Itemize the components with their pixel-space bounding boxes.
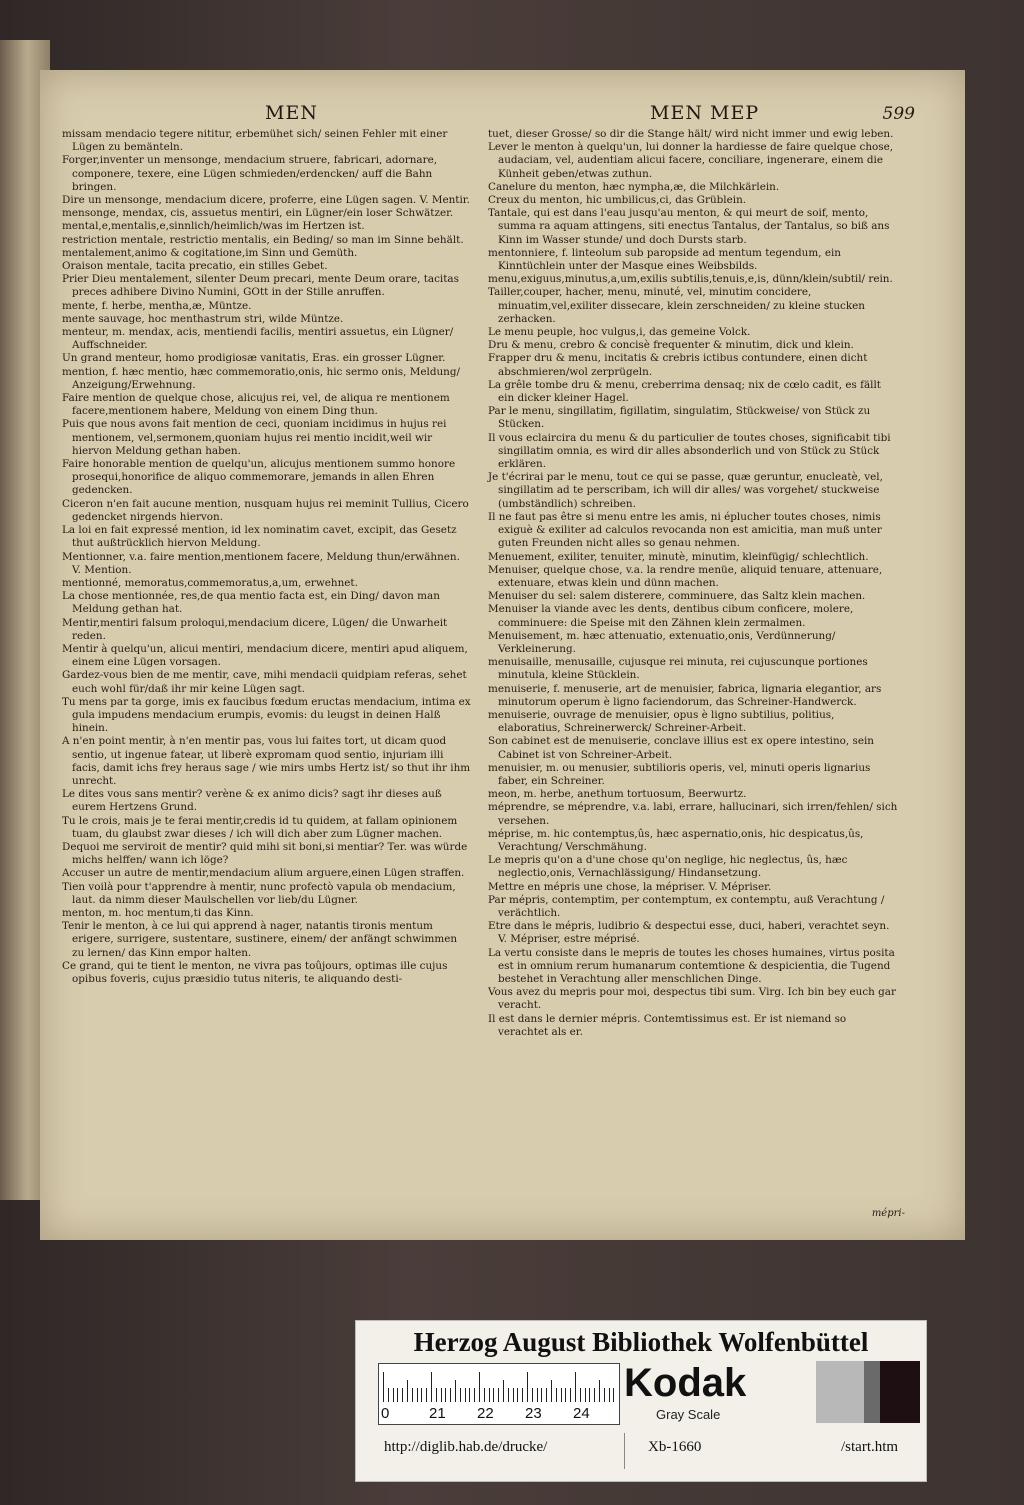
ruler-tick [431, 1372, 432, 1402]
dictionary-entry: tuet, dieser Grosse/ so dir die Stange hält/ wird nicht immer und ewig leben. [488, 128, 894, 140]
dictionary-entry: Ciceron n'en fait aucune mention, nusquam hujus rei meminit Tullius, Cicero gedencket nirgends hiervon. [62, 497, 469, 523]
dictionary-entry: meon, m. herbe, anethum tortuosum, Beerwurtz. [488, 788, 747, 801]
dictionary-entry: mensonge, mendax, cis, assuetus mentiri, ein Lügner/ein loser Schwätzer. [62, 207, 454, 220]
ruler-tick [561, 1388, 562, 1402]
ruler-tick [556, 1388, 557, 1402]
ruler-tick [479, 1372, 480, 1402]
ruler-tick [546, 1388, 547, 1402]
ruler-tick [455, 1380, 456, 1402]
right-column [488, 128, 898, 1039]
gray-scale-label: Gray Scale [656, 1407, 721, 1422]
target-card [355, 1320, 927, 1482]
ruler-tick [465, 1388, 466, 1402]
ruler-tick [570, 1388, 571, 1402]
dictionary-entry: Dire un mensonge, mendacium dicere, proferre, eine Lügen sagen. V. Mentir. [62, 194, 470, 207]
ruler-number: 24 [573, 1405, 590, 1422]
ruler-tick [565, 1388, 566, 1402]
dictionary-entry: Tu mens par ta gorge, imis ex faucibus fœdum eructas mendacium, intima ex gula impudens mendacium erumpis, evomis: du leugst in deinen Halß hinein. [62, 695, 471, 735]
ruler-number: 23 [525, 1405, 542, 1422]
dictionary-entry: Mentir,mentiri falsum proloqui,mendacium dicere, Lügen/ die Unwarheit reden. [62, 616, 448, 642]
dictionary-entry: A n'en point mentir, à n'en mentir pas, vous lui faites tort, ut dicam quod sentio, ut ingenue fatear, ut liberè expromam quod sentio, injuriam illi facis, damit ichs frey heraus sage / wie mirs umbs Hertz ist/ so thut ihr ihm unrecht. [62, 735, 471, 787]
dictionary-entry: Frapper dru & menu, incitatis & crebris ictibus contundere, einen dicht abschmieren/wol zerprügeln. [488, 352, 868, 378]
dictionary-entry: mental,e,mentalis,e,sinnlich/heimlich/was im Hertzen ist. [62, 220, 365, 233]
dictionary-entry: Tenir le menton, à ce lui qui apprend à nager, natantis tironis mentum erigere, surrigere, sustentare, sustinere, einem/ der anfängt schwimmen zu lernen/ das Kinn empor halten. [62, 920, 458, 959]
dictionary-entry: Menuisement, m. hæc attenuatio, extenuatio,onis, Verdünnerung/ Verkleinerung. [488, 629, 836, 655]
shelfmark-text: Xb-1660 [648, 1439, 702, 1455]
dictionary-entry: mentonniere, f. linteolum sub paropside ad mentum tegendum, ein Kinntüchlein unter der Masque eines Weibsbilds. [488, 246, 841, 273]
dictionary-entry: Tu le crois, mais je te ferai mentir,credis id tu quidem, at fallam opinionem tuam, du glaubst zwar dieses / ich will dich aber zum Lügner machen. [62, 814, 458, 840]
ruler-tick [426, 1388, 427, 1402]
footer-divider [624, 1433, 625, 1469]
dictionary-entry: méprise, m. hic contemptus,ûs, hæc aspernatio,onis, hic despicatus,ûs, Verachtung/ Verschmähung. [488, 827, 864, 853]
ruler-tick [402, 1388, 403, 1402]
ruler-tick [388, 1388, 389, 1402]
ruler-tick [489, 1388, 490, 1402]
dictionary-entry: Prier Dieu mentalement, silenter Deum precari, mente Deum orare, tacitas preces adhibere Divino Numini, GOtt in der Stille anruffen. [62, 273, 459, 299]
dictionary-entry: mention, f. hæc mentio, hæc commemoratio,onis, hic sermo onis, Meldung/ Anzeigung/Erwehnung. [62, 365, 461, 391]
dictionary-entry: menteur, m. mendax, acis, mentiendi facilis, mentiri assuetus, ein Lügner/ Auffschneider. [62, 326, 454, 352]
ruler-tick [407, 1380, 408, 1402]
ruler-tick [484, 1388, 485, 1402]
dictionary-entry: missam mendacio tegere nititur, erbemühet sich/ seinen Fehler mit einer Lügen zu bemänteln. [62, 128, 448, 154]
ruler-tick [580, 1388, 581, 1402]
ruler-tick [613, 1388, 614, 1402]
dictionary-entry: Tien voilà pour t'apprendre à mentir, nunc profectò vapula ob mendacium, laut. da nimm dieser Maulschellen vor lieb/du Lügner. [62, 880, 456, 906]
ruler-tick [397, 1388, 398, 1402]
gray-swatch-light [816, 1361, 864, 1423]
dictionary-entry: Il vous eclaircira du menu & du particulier de toutes choses, significabit tibi singillatim omnia, es wird dir alles absonderlich und von Stück zu Stück erklären. [488, 431, 891, 471]
ruler-tick [436, 1388, 437, 1402]
dictionary-entry: La loi en fait expressé mention, id lex nominatim cavet, excipit, das Gesetz thut außtrücklich hiervon Meldung. [62, 524, 457, 550]
dictionary-entry: Tailler,couper, hacher, menu, minuté, vel, minutim concidere, minuatim,vel,exiliter dissecare, klein zerschneiden/ zu kleine stucken zerhacken. [488, 286, 865, 325]
dictionary-entry: menuisaille, menusaille, cujusque rei minuta, rei cujuscunque portiones minutula, kleine Stücklein. [488, 656, 868, 682]
dictionary-entry: Menuiser du sel: salem disterere, comminuere, das Saltz klein machen. [488, 590, 866, 603]
dictionary-entry: Ce grand, qui te tient le menton, ne vivra pas toûjours, optimas ille cujus opibus foveris, cujus præsidio tutus niteris, te aliquando desti- [62, 959, 448, 985]
dictionary-entry: Forger,inventer un mensonge, mendacium struere, fabricari, adornare, componere, texere, eine Lügen schmieden/erdencken/ auff die Bahn bringen. [62, 154, 438, 193]
ruler-tick [383, 1372, 384, 1402]
ruler-tick [493, 1388, 494, 1402]
dictionary-entry: Mentionner, v.a. faire mention,mentionem facere, Meldung thun/erwähnen. V. Mention. [62, 550, 460, 576]
ruler-tick [551, 1380, 552, 1402]
ruler-tick [589, 1388, 590, 1402]
dictionary-entry: Etre dans le mépris, ludibrio & despectui esse, duci, haberi, verachtet seyn. V. Mépriser, estre méprisé. [488, 920, 890, 946]
ruler-tick [393, 1388, 394, 1402]
ruler-tick [604, 1388, 605, 1402]
dictionary-entry: Mentir à quelqu'un, alicui mentiri, mendacium dicere, mentiri apud aliquem, einem eine Lügen vorsagen. [62, 642, 468, 669]
ruler-tick [498, 1388, 499, 1402]
ruler-tick [517, 1388, 518, 1402]
book-page [40, 70, 965, 1240]
dictionary-entry: méprendre, se méprendre, v.a. labi, errare, hallucinari, sich irren/fehlen/ sich versehen. [488, 801, 898, 827]
url-text: http://diglib.hab.de/drucke/ [384, 1439, 548, 1455]
library-title: Herzog August Bibliothek Wolfenbüttel [413, 1327, 869, 1357]
dictionary-entry: Mettre en mépris une chose, la mépriser. V. Mépriser. [488, 880, 772, 893]
dictionary-entry: menuiserie, f. menuserie, art de menuisier, fabrica, lignaria elegantior, ars minutorum operum è ligno faciendorum, das Schreiner-Handwerck. [488, 682, 882, 708]
dictionary-entry: Lever le menton à quelqu'un, lui donner la hardiesse de faire quelque chose, audaciam, vel, audentiam alicui facere, conciliare, ingenerare, einem die Künheit geben/etwas zuthun. [488, 141, 894, 180]
dictionary-entry: Dequoi me serviroit de mentir? quid mihi sit boni,si mentiar? Ter. was würde michs helffen/ wann ich löge? [62, 840, 468, 867]
ruler-tick [532, 1388, 533, 1402]
ruler-tick [503, 1380, 504, 1402]
ruler-tick [522, 1388, 523, 1402]
ruler-tick [537, 1388, 538, 1402]
dictionary-entry: restriction mentale, restrictio mentalis, ein Beding/ so man im Sinne behält. [62, 233, 464, 246]
dictionary-entry: menton, m. hoc mentum,ti das Kinn. [62, 906, 254, 919]
ruler-tick [609, 1388, 610, 1402]
dictionary-entry: Puis que nous avons fait mention de ceci, quoniam incidimus in hujus rei mentionem, vel,sermonem,quoniam hujus rei mentio incidit,weil wir hiervon Meldung gethan haben. [62, 418, 447, 457]
dictionary-entry: La chose mentionnée, res,de qua mentio facta est, ein Ding/ davon man Meldung gethan hat. [62, 590, 440, 616]
dictionary-entry: Il est dans le dernier mépris. Contemtissimus est. Er ist niemand so verachtet als er. [488, 1012, 847, 1038]
running-head-right: MEN MEP [650, 102, 760, 124]
ruler-tick [469, 1388, 470, 1402]
ruler-tick [541, 1388, 542, 1402]
ruler-tick [508, 1388, 509, 1402]
dictionary-entry: Le menu peuple, hoc vulgus,i, das gemeine Volck. [488, 326, 751, 339]
start-link-text: /start.htm [841, 1439, 899, 1455]
dictionary-entry: Je t'écrirai par le menu, tout ce qui se passe, quæ geruntur, enucleatè, vel, singillatim ad te perscribam, ich will dir alles/ was vorgehet/ stuckweise (umbständlich) schreiben. [488, 471, 883, 510]
dictionary-entry: Canelure du menton, hæc nympha,æ, die Milchkärlein. [488, 180, 780, 193]
dictionary-entry: Son cabinet est de menuiserie, conclave illius est ex opere intestino, sein Cabinet ist von Schreiner-Arbeit. [488, 735, 874, 761]
ruler-tick [594, 1388, 595, 1402]
dictionary-entry: Dru & menu, crebro & concisè frequenter & minutim, dick und klein. [488, 339, 854, 352]
dictionary-entry: Par mépris, contemptim, per contemptum, ex contemptu, auß Verachtung / verächtlich. [488, 893, 885, 919]
ruler-tick [421, 1388, 422, 1402]
ruler-tick [445, 1388, 446, 1402]
ruler-tick [513, 1388, 514, 1402]
dictionary-entry: La vertu consiste dans le mepris de toutes les choses humaines, virtus posita est in omnium rerum humanarum contemtione & despicientia, die Tugend bestehet in Verachtung aller menschlichen Dinge. [488, 946, 895, 985]
dictionary-entry: Le mepris qu'on a d'une chose qu'on neglige, hic neglectus, ûs, hæc neglectio,onis, Vernachlässigung/ Hindansetzung. [488, 854, 848, 880]
catchword: mépri- [871, 1208, 905, 1219]
dictionary-entry: Creux du menton, hic umbilicus,ci, das Grüblein. [488, 194, 747, 207]
ruler-tick [417, 1388, 418, 1402]
dictionary-entry: Accuser un autre de mentir,mendacium alium arguere,einen Lügen straffen. [62, 867, 465, 880]
dictionary-entry: Menuement, exiliter, tenuiter, minutè, minutim, kleinfügig/ schlechtlich. [488, 550, 869, 563]
ruler-tick [460, 1388, 461, 1402]
dictionary-entry: Tantale, qui est dans l'eau jusqu'au menton, & qui meurt de soif, mento, summa ra aquam attingens, siti enectus Tantalus, der Tantalus, so biß ans Kinn im Wasser stunde/ und doch Dursts starb. [488, 207, 890, 246]
ruler-number: 22 [477, 1405, 494, 1422]
dictionary-entry: Vous avez du mepris pour moi, despectus tibi sum. Virg. Ich bin bey euch gar veracht. [488, 986, 896, 1012]
scale-ruler [378, 1363, 620, 1425]
dictionary-entry: Un grand menteur, homo prodigiosæ vanitatis, Eras. ein grosser Lügner. [62, 352, 446, 365]
dictionary-entry: mente sauvage, hoc menthastrum stri, wilde Müntze. [62, 312, 344, 325]
ruler-tick [450, 1388, 451, 1402]
ruler-number: 21 [429, 1405, 446, 1422]
dictionary-entry: Faire mention de quelque chose, alicujus rei, vel, de aliqua re mentionem facere,mentionem habere, Meldung von einem Ding thun. [62, 392, 450, 418]
dictionary-entry: mentionné, memoratus,commemoratus,a,um, erwehnet. [62, 576, 358, 589]
page-number: 599 [882, 104, 915, 124]
ruler-tick [441, 1388, 442, 1402]
left-column [62, 128, 472, 986]
gray-swatch-black [880, 1361, 920, 1423]
ruler-tick [412, 1388, 413, 1402]
dictionary-entry: menuiserie, ouvrage de menuisier, opus è ligno subtilius, politius, elaboratius, Schreinerwerck/ Schreiner-Arbeit. [488, 708, 835, 735]
ruler-tick [585, 1388, 586, 1402]
dictionary-entry: Menuiser, quelque chose, v.a. la rendre menüe, aliquid tenuare, attenuare, extenuare, etwas klein und dünn machen. [488, 563, 883, 589]
dictionary-entry: mentalement,animo & cogitatione,im Sinn und Gemüth. [62, 246, 358, 259]
dictionary-entry: menuisier, m. ou menusier, subtilioris operis, vel, minuti operis lignarius faber, ein Schreiner. [488, 761, 871, 787]
ruler-tick [575, 1372, 576, 1402]
ruler-number: 0 [381, 1405, 390, 1422]
dictionary-entry: Faire honorable mention de quelqu'un, alicujus mentionem summo honore prosequi,honorifice de aliquo commemorare, jemands in allen Ehren gedencken. [62, 458, 456, 497]
dictionary-entry: mente, f. herbe, mentha,æ, Müntze. [62, 299, 252, 312]
ruler-tick [474, 1388, 475, 1402]
dictionary-entry: Le dites vous sans mentir? verène & ex animo dicis? sagt ihr dieses auß eurem Hertzens Grund. [62, 788, 442, 814]
kodak-logo: Kodak [624, 1361, 747, 1405]
dictionary-entry: Oraison mentale, tacita precatio, ein stilles Gebet. [62, 260, 328, 273]
ruler-tick [599, 1380, 600, 1402]
dictionary-entry: Gardez-vous bien de me mentir, cave, mihi mendacii quidpiam referas, sehet euch wohl für/daß ihr mir keine Lügen sagt. [62, 669, 467, 695]
dictionary-entry: Par le menu, singillatim, figillatim, singulatim, Stückweise/ von Stück zu Stücken. [488, 405, 871, 431]
running-head-left: MEN [265, 102, 318, 124]
ruler-tick [527, 1372, 528, 1402]
dictionary-entry: La grêle tombe dru & menu, creberrima densaq; nix de cœlo cadit, es fällt ein dicker kleiner Hagel. [488, 378, 881, 405]
dictionary-entry: Il ne faut pas être si menu entre les amis, ni éplucher toutes choses, nimis exiguè & exiliter ad calculos revocanda non est amicitia, man muß unter guten Freunden nicht alles so genau nehmen. [488, 510, 882, 550]
dictionary-entry: menu,exiguus,minutus,a,um,exilis subtilis,tenuis,e,is, dünn/klein/subtil/ rein. [488, 273, 893, 286]
dictionary-entry: Menuiser la viande avec les dents, dentibus cibum conficere, molere, comminuere: die Speise mit den Zähnen klein zermalmen. [488, 603, 854, 629]
